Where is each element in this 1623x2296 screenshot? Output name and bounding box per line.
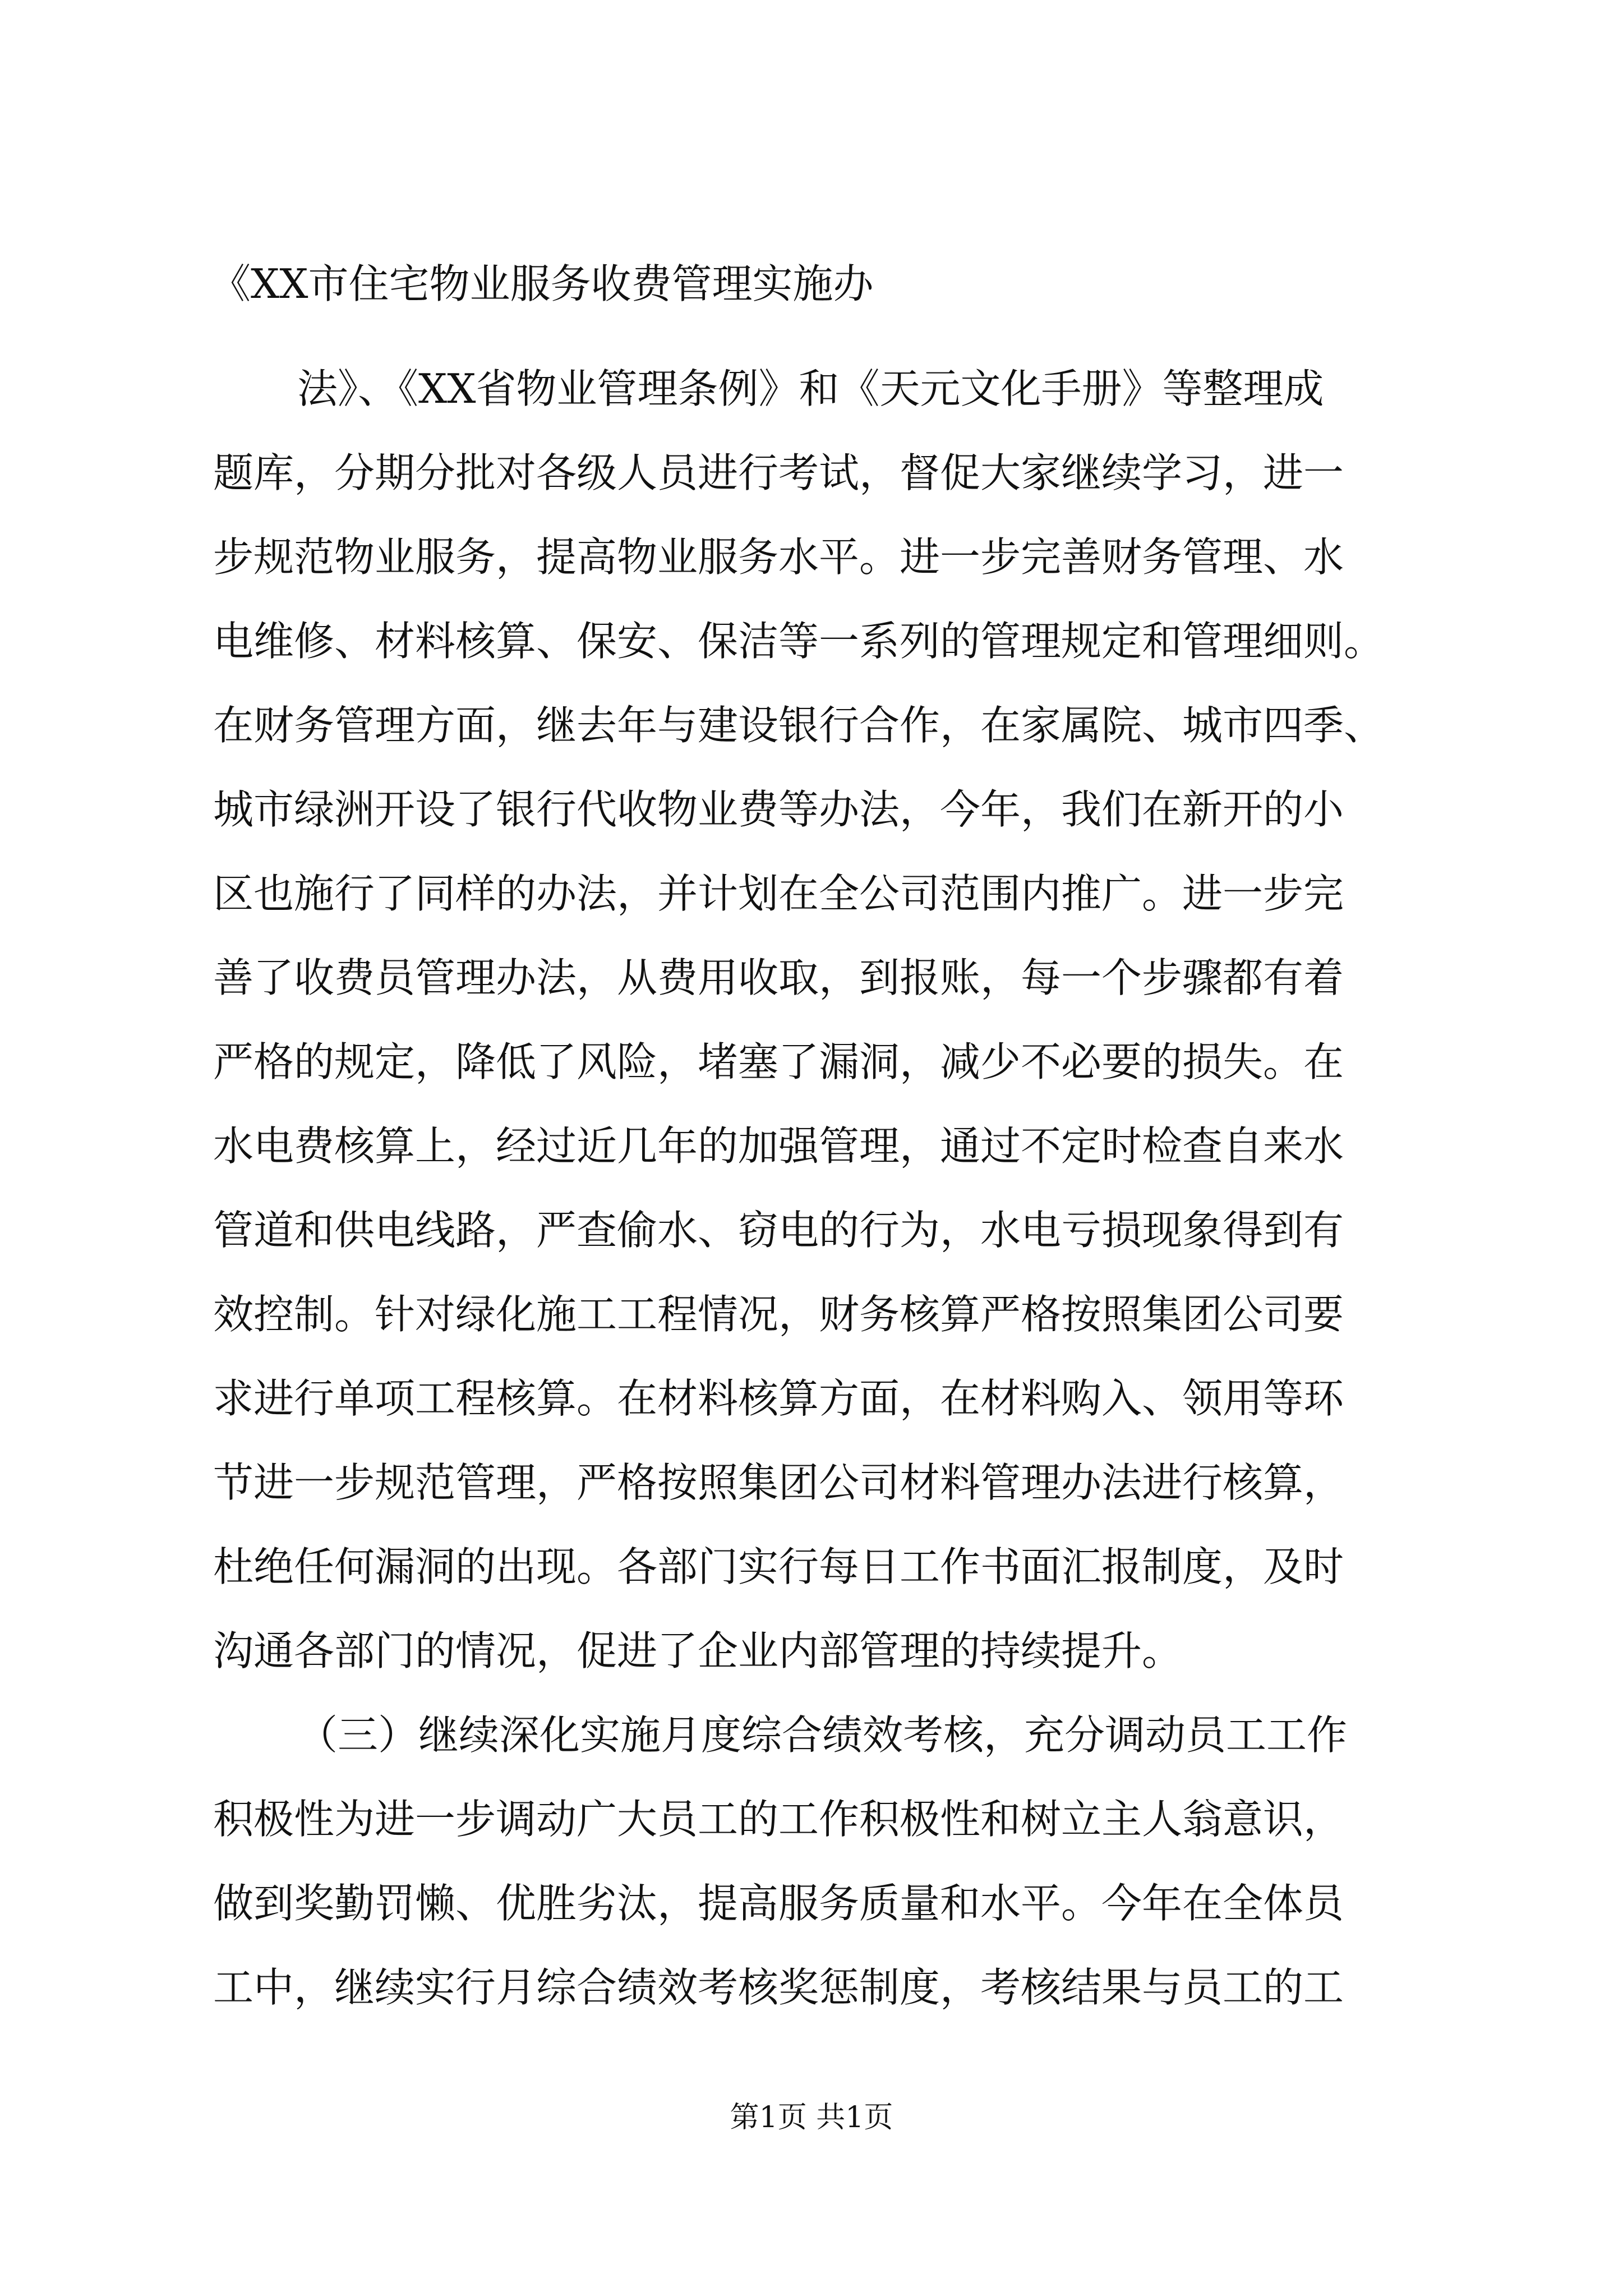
text-line-19: 做到奖勤罚懒、优胜劣汰，提高服务质量和水平。今年在全体员 xyxy=(213,1880,1344,1927)
page-footer: 第1页 共1页 xyxy=(730,2101,893,2134)
document-title-fragment: 《XX市住宅物业服务收费管理实施办 xyxy=(210,260,874,307)
text-line-6: 城市绿洲开设了银行代收物业费等办法，今年，我们在新开的小 xyxy=(213,786,1344,833)
text-line-10: 水电费核算上，经过近几年的加强管理，通过不定时检查自来水 xyxy=(213,1122,1344,1170)
text-line-5: 在财务管理方面，继去年与建设银行合作，在家属院、城市四季、 xyxy=(213,702,1385,749)
text-line-4: 电维修、材料核算、保安、保洁等一系列的管理规定和管理细则。 xyxy=(213,618,1385,665)
text-line-15: 杜绝任何漏洞的出现。各部门实行每日工作书面汇报制度，及时 xyxy=(213,1543,1344,1590)
text-line-11: 管道和供电线路，严查偷水、窃电的行为，水电亏损现象得到有 xyxy=(213,1207,1344,1254)
text-line-1: 法》、《XX省物业管理条例》和《天元文化手册》等整理成 xyxy=(297,365,1324,412)
text-line-3: 步规范物业服务，提高物业服务水平。进一步完善财务管理、水 xyxy=(213,533,1344,581)
text-line-7: 区也施行了同样的办法，并计划在全公司范围内推广。进一步完 xyxy=(213,870,1344,917)
text-line-2: 题库，分期分批对各级人员进行考试，督促大家继续学习，进一 xyxy=(213,449,1344,496)
text-line-8: 善了收费员管理办法，从费用收取，到报账，每一个步骤都有着 xyxy=(213,954,1344,1001)
text-line-14: 节进一步规范管理，严格按照集团公司材料管理办法进行核算， xyxy=(213,1459,1344,1506)
text-line-9: 严格的规定，降低了风险，堵塞了漏洞，减少不必要的损失。在 xyxy=(213,1038,1344,1085)
text-line-12: 效控制。针对绿化施工工程情况，财务核算严格按照集团公司要 xyxy=(213,1291,1344,1338)
text-line-20: 工中，继续实行月综合绩效考核奖惩制度，考核结果与员工的工 xyxy=(213,1964,1344,2011)
text-line-16: 沟通各部门的情况，促进了企业内部管理的持续提升。 xyxy=(213,1627,1183,1674)
text-line-13: 求进行单项工程核算。在材料核算方面，在材料购入、领用等环 xyxy=(213,1375,1344,1422)
section-three-heading-line: （三）继续深化实施月度综合绩效考核，充分调动员工工作 xyxy=(297,1711,1348,1759)
text-line-18: 积极性为进一步调动广大员工的工作积极性和树立主人翁意识， xyxy=(213,1796,1344,1843)
